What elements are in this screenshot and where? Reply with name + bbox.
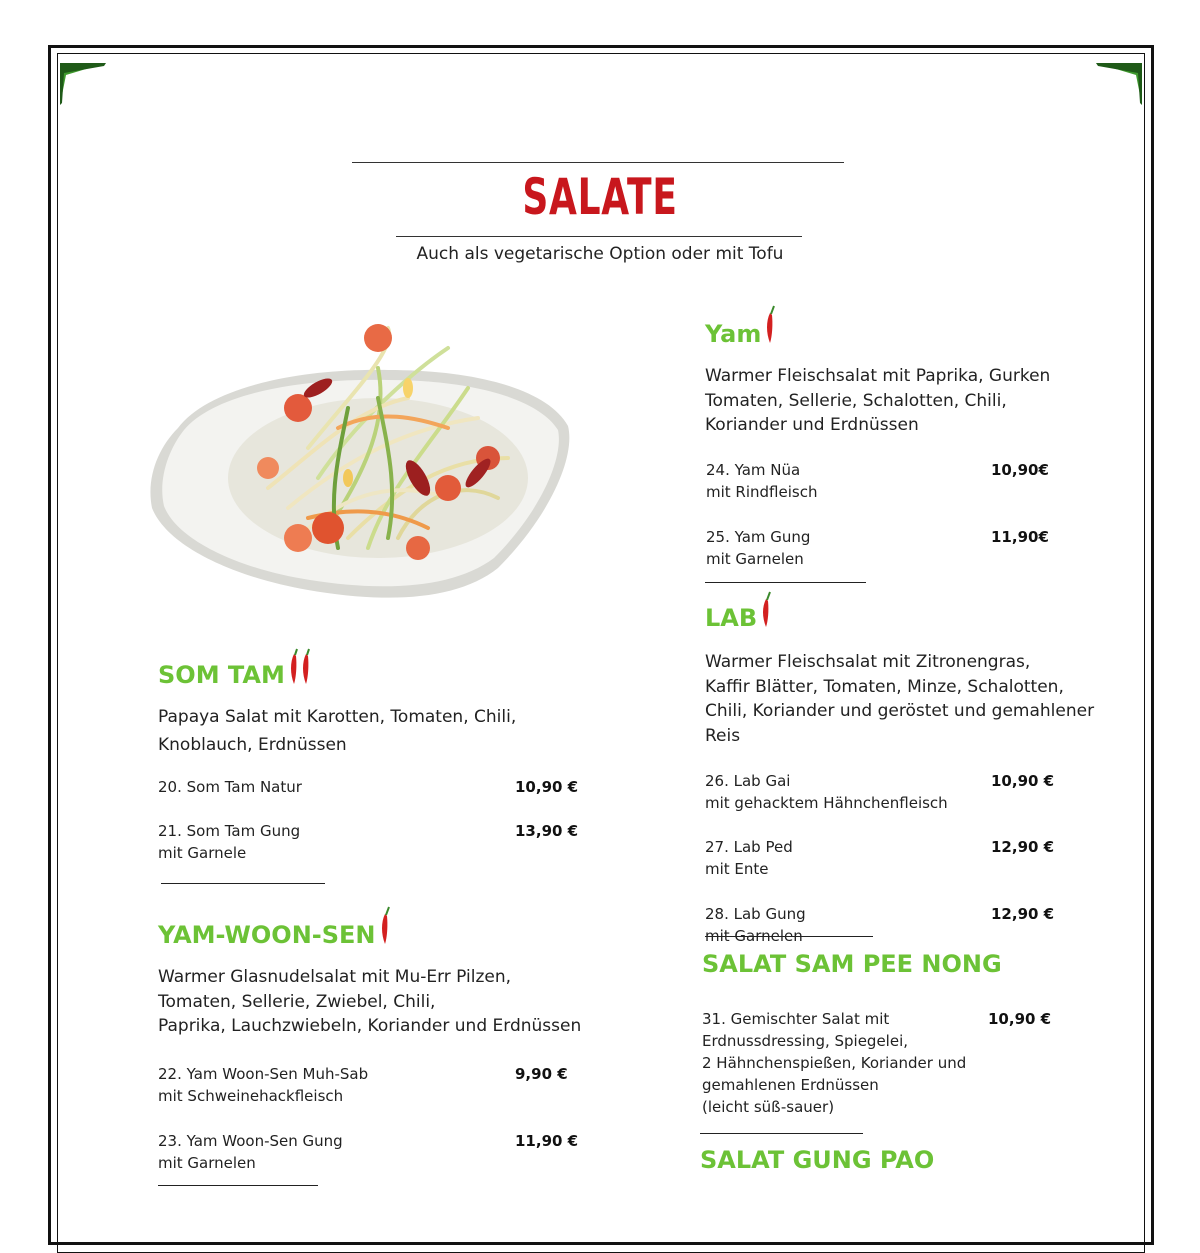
chili-icon (764, 305, 778, 345)
lab-title: LAB (705, 604, 758, 632)
item-name: 27. Lab Ped (705, 838, 793, 856)
salad-plate-image (148, 308, 578, 608)
item-sub: mit Garnelen (158, 1154, 256, 1172)
desc-line: Chili, Koriander und geröstet und gemahlener (705, 701, 1095, 721)
item-sub: mit Schweinehackfleisch (158, 1087, 344, 1105)
section-divider (705, 582, 866, 583)
desc-line: Kaffir Blätter, Tomaten, Minze, Schalotten, (705, 676, 1064, 697)
item-name: 23. Yam Woon-Sen Gung (158, 1132, 343, 1150)
section-divider (161, 883, 325, 884)
item-price-27: 12,90 € (991, 838, 1055, 856)
item-price-21: 13,90 € (515, 822, 579, 840)
item-line: 31. Gemischter Salat mit (702, 1010, 890, 1028)
page-subtitle: Auch als vegetarische Option oder mit Tofu (416, 244, 784, 264)
desc-line: Koriander und Erdnüssen (705, 415, 919, 435)
desc-line: Warmer Glasnudelsalat mit Mu-Err Pilzen, (158, 967, 512, 987)
section-title-som-tam (158, 648, 314, 689)
item-line: 2 Hähnchenspießen, Koriander und (702, 1054, 967, 1072)
desc-line: Knoblauch, Erdnüssen (158, 735, 347, 755)
yam-woon-sen-description (158, 965, 608, 1039)
item-line: gemahlenen Erdnüssen (702, 1076, 879, 1094)
section-title-lab (705, 591, 774, 632)
desc-line: Tomaten, Sellerie, Zwiebel, Chili, (158, 991, 436, 1012)
section-title-yam-woon-sen (158, 906, 393, 949)
desc-line: Warmer Fleischsalat mit Zitronengras, (705, 652, 1031, 672)
item-sub: mit Rindfleisch (706, 483, 818, 501)
section-title-gung-pao: SALAT GUNG PAO (700, 1146, 935, 1174)
desc-line: Tomaten, Sellerie, Schalotten, Chili, (705, 390, 1007, 411)
menu-item-25 (706, 526, 810, 570)
yam-title: Yam (705, 320, 762, 348)
menu-item-27 (705, 836, 793, 880)
yam-woon-sen-title: YAM-WOON-SEN (158, 921, 376, 949)
item-price-20: 10,90 € (515, 778, 579, 796)
item-sub: mit gehacktem Hähnchenfleisch (705, 794, 948, 812)
menu-item-31 (702, 1008, 966, 1118)
section-divider (705, 936, 873, 937)
item-line: (leicht süß-sauer) (702, 1098, 835, 1116)
item-price-31: 10,90 € (988, 1010, 1052, 1028)
section-divider (158, 1185, 318, 1186)
menu-item-23 (158, 1130, 343, 1174)
desc-line: Paprika, Lauchzwiebeln, Koriander und Erdnüssen (158, 1016, 582, 1036)
item-name: 20. Som Tam Natur (158, 778, 302, 796)
lab-description (705, 650, 1135, 748)
corner-ornament-left-icon (60, 63, 110, 108)
title-top-rule (352, 162, 844, 163)
chili-icon (288, 648, 314, 686)
desc-line: Papaya Salat mit Karotten, Tomaten, Chili, (158, 707, 517, 727)
menu-item-22 (158, 1063, 368, 1107)
menu-item-21 (158, 820, 300, 864)
item-name: 28. Lab Gung (705, 905, 806, 923)
item-price-26: 10,90 € (991, 772, 1055, 790)
menu-item-28 (705, 903, 806, 947)
item-name: 26. Lab Gai (705, 772, 791, 790)
section-title-sam-pee-nong: SALAT SAM PEE NONG (702, 950, 1002, 978)
section-title-yam (705, 305, 778, 348)
item-sub: mit Garnelen (706, 550, 804, 568)
item-price-28: 12,90 € (991, 905, 1055, 923)
som-tam-description (158, 703, 588, 759)
menu-item-24 (706, 459, 817, 503)
corner-ornament-right-icon (1092, 63, 1142, 108)
chili-icon (379, 906, 393, 946)
item-line: Erdnussdressing, Spiegelei, (702, 1032, 909, 1050)
page-title: SALATE (522, 168, 678, 226)
item-name: 22. Yam Woon-Sen Muh-Sab (158, 1065, 369, 1083)
item-price-24: 10,90€ (991, 461, 1049, 479)
som-tam-title: SOM TAM (158, 661, 285, 689)
item-name: 25. Yam Gung (706, 528, 811, 546)
item-name: 24. Yam Nüa (706, 461, 801, 479)
item-price-25: 11,90€ (991, 528, 1049, 546)
item-sub: mit Ente (705, 860, 769, 878)
item-price-23: 11,90 € (515, 1132, 579, 1150)
menu-item-20 (158, 776, 302, 798)
desc-line: Reis (705, 725, 741, 746)
title-bottom-rule (396, 236, 802, 237)
menu-item-26 (705, 770, 948, 814)
desc-line: Warmer Fleischsalat mit Paprika, Gurken (705, 366, 1051, 386)
item-sub: mit Garnele (158, 844, 247, 862)
item-price-22: 9,90 € (515, 1065, 568, 1083)
chili-icon (760, 591, 774, 629)
item-sub: mit Garnelen (705, 927, 803, 945)
item-name: 21. Som Tam Gung (158, 822, 301, 840)
yam-description (705, 364, 1125, 438)
section-divider (700, 1133, 863, 1134)
